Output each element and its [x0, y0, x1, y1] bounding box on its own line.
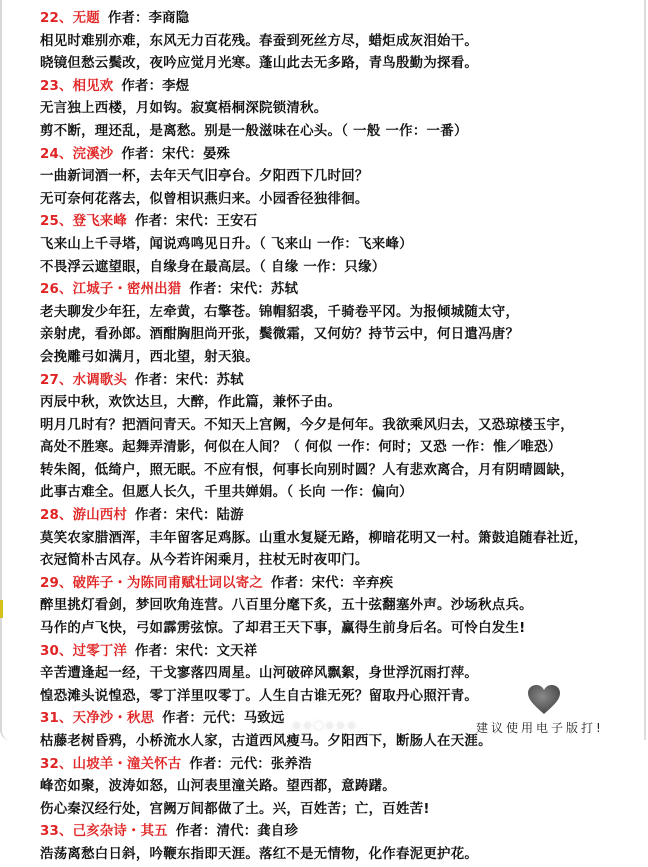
poem-line: 无言独上西楼，月如钩。寂寞梧桐深院锁清秋。	[40, 101, 328, 117]
poem-number: 31、	[40, 711, 73, 727]
poem-author: 作者：李商隐	[107, 11, 190, 26]
poem-line: 醉里挑灯看剑，梦回吹角连营。八百里分麾下炙，五十弦翻塞外声。沙场秋点兵。	[40, 598, 533, 614]
poem-line: 辛苦遭逢起一经，干戈寥落四周星。山河破碎风飘絮，身世浮沉雨打萍。	[40, 666, 479, 682]
poem-list	[40, 8, 640, 867]
poem-title	[40, 279, 640, 302]
poem-name: 天净沙・秋思	[72, 711, 155, 727]
poem-number: 24、	[40, 146, 73, 162]
page-dot-2[interactable]	[304, 722, 311, 729]
poem-line: 不畏浮云遮望眼，自缘身在最高层。（ 自缘 一作：只缘）	[40, 259, 386, 275]
poem-line: 剪不断，理还乱，是离愁。别是一般滋味在心头。（ 一般 一作：一番）	[40, 123, 468, 139]
poem-line: 浩荡离愁白日斜，吟鞭东指即天涯。落红不是无情物，化作春泥更护花。	[40, 846, 479, 862]
poem-number: 23、	[40, 78, 73, 94]
poem-name: 水调歌头	[72, 372, 127, 388]
poem-number: 33、	[40, 824, 73, 840]
poem-line: 无可奈何花落去，似曾相识燕归来。小园香径独徘徊。	[40, 191, 369, 207]
poem-24	[40, 144, 640, 212]
poem-name: 江城子・密州出猎	[72, 282, 182, 298]
poem-author: 作者：宋代：文天祥	[135, 643, 258, 659]
poem-author: 作者：宋代：苏轼	[135, 372, 244, 388]
poem-name: 己亥杂诗・其五	[72, 824, 168, 840]
poem-line: 一曲新词酒一杯，去年天气旧亭台。夕阳西下几时回？	[40, 169, 369, 185]
poem-name: 山坡羊・潼关怀古	[72, 756, 182, 772]
poem-title	[40, 505, 640, 528]
poem-name: 无题	[72, 11, 100, 26]
poem-28	[40, 505, 640, 573]
poem-line: 转朱阁，低绮户，照无眠。不应有恨，何事长向别时圆？人有悲欢离合，月有阴晴圆缺，	[40, 462, 574, 478]
poem-line: 惶恐滩头说惶恐，零丁洋里叹零丁。人生自古谁无死？留取丹心照汗青。	[40, 688, 479, 704]
poem-author: 作者：李煜	[121, 78, 190, 94]
poem-line: 晓镜但愁云鬓改，夜吟应觉月光寒。蓬山此去无多路，青鸟殷勤为探看。	[40, 56, 479, 72]
poem-27	[40, 370, 640, 506]
edge-tab	[0, 600, 3, 618]
poem-32	[40, 754, 640, 822]
poem-title	[40, 370, 640, 393]
poem-author: 作者：宋代：陆游	[135, 508, 244, 524]
poem-line: 老夫聊发少年狂，左牵黄，右擎苍。锦帽貂裘，千骑卷平冈。为报倾城随太守，	[40, 304, 520, 320]
poem-name: 游山西村	[72, 508, 127, 524]
poem-number: 22、	[40, 11, 73, 26]
poem-number: 28、	[40, 508, 73, 524]
poem-number: 32、	[40, 756, 73, 772]
poem-29	[40, 573, 640, 641]
poem-22	[40, 8, 640, 76]
poem-line: 峰峦如聚，波涛如怒，山河表里潼关路。望西都，意踌躇。	[40, 779, 396, 795]
poem-title	[40, 821, 640, 844]
poem-title	[40, 573, 640, 596]
poem-line: 飞来山上千寻塔，闻说鸡鸣见日升。（ 飞来山 一作：飞来峰）	[40, 236, 413, 252]
poem-line: 此事古难全。但愿人长久，千里共婵娟。（ 长向 一作：偏向）	[40, 485, 413, 501]
page-dot-6[interactable]	[348, 722, 355, 729]
pagination-dots	[293, 722, 355, 729]
poem-line: 衣冠简朴古风存。从今若许闲乘月，拄杖无时夜叩门。	[40, 553, 369, 569]
heart-icon	[527, 684, 561, 716]
page-dot-3-active[interactable]	[315, 722, 322, 729]
poem-number: 27、	[40, 372, 73, 388]
poem-preface: 丙辰中秋，欢饮达旦，大醉，作此篇，兼怀子由。	[40, 395, 342, 411]
poem-author: 作者：宋代：苏轼	[189, 282, 299, 298]
page-dot-4[interactable]	[326, 722, 333, 729]
poem-25	[40, 211, 640, 279]
poem-name: 浣溪沙	[72, 146, 114, 162]
poem-line: 明月几时有？把酒问青天。不知天上宫阙，今夕是何年。我欲乘风归去，又恐琼楼玉宇，	[40, 417, 574, 433]
poem-26	[40, 279, 640, 369]
poem-number: 30、	[40, 643, 73, 659]
page-dot-5[interactable]	[337, 722, 344, 729]
poem-title	[40, 8, 640, 31]
poem-title	[40, 641, 640, 664]
poem-author: 作者：宋代：晏殊	[121, 146, 231, 162]
poem-line: 伤心秦汉经行处，宫阙万间都做了土。兴，百姓苦；亡，百姓苦!	[40, 801, 430, 817]
poem-author: 作者：元代：马致远	[162, 711, 285, 727]
poem-line: 莫笑农家腊酒浑，丰年留客足鸡豚。山重水复疑无路，柳暗花明又一村。箫鼓追随春社近，	[40, 530, 588, 546]
poem-line: 亲射虎，看孙郎。酒酣胸胆尚开张，鬓微霜，又何妨？持节云中，何日遣冯唐？	[40, 327, 520, 343]
poem-line: 相见时难别亦难，东风无力百花残。春蚕到死丝方尽，蜡炬成灰泪始干。	[40, 33, 479, 49]
poem-line: 会挽雕弓如满月，西北望，射天狼。	[40, 349, 260, 365]
poem-23	[40, 76, 640, 144]
poem-name: 破阵子・为陈同甫赋壮词以寄之	[72, 575, 263, 591]
poem-number: 29、	[40, 575, 73, 591]
poem-number: 26、	[40, 282, 73, 298]
poem-title	[40, 754, 640, 777]
handwritten-note: 建议使用电子版打!	[476, 721, 604, 735]
poem-title	[40, 144, 640, 167]
poem-name: 相见欢	[72, 78, 114, 94]
poem-title	[40, 76, 640, 99]
poem-line: 马作的卢飞快，弓如霹雳弦惊。了却君王天下事，赢得生前身后名。可怜白发生!	[40, 621, 526, 637]
poem-author: 作者：清代：龚自珍	[175, 824, 299, 840]
poem-number: 25、	[40, 214, 73, 230]
poem-line: 枯藤老树昏鸦，小桥流水人家，古道西风瘦马。夕阳西下，断肠人在天涯。	[40, 734, 492, 749]
poem-author: 作者：宋代：王安石	[135, 214, 258, 230]
page-dot-1[interactable]	[293, 722, 300, 729]
poem-author: 作者：宋代：辛弃疾	[270, 575, 394, 591]
poem-33	[40, 821, 640, 866]
poem-title	[40, 211, 640, 234]
poem-name: 过零丁洋	[72, 643, 127, 659]
poem-name: 登飞来峰	[72, 214, 127, 230]
poem-line: 高处不胜寒。起舞弄清影，何似在人间？（ 何似 一作：何时；又恐 一作：惟／唯恐）	[40, 440, 562, 456]
poem-author: 作者：元代：张养浩	[189, 756, 312, 772]
